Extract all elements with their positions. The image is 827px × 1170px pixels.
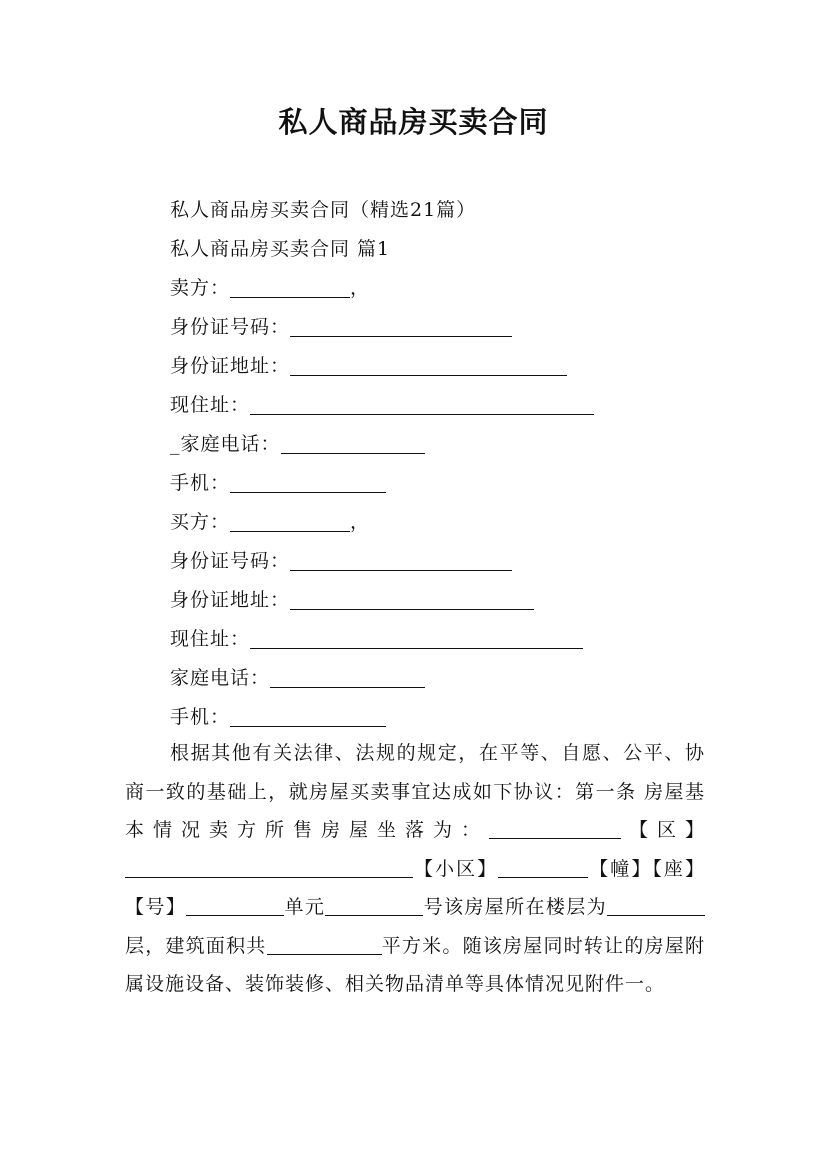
floor-suffix: 层，建筑面积共 bbox=[125, 934, 267, 957]
buyer-home-phone-row bbox=[170, 659, 425, 697]
buyer-id-address-label: 身份证地址： bbox=[170, 589, 291, 611]
buyer-id-row bbox=[170, 542, 512, 580]
seller-id-address-label: 身份证地址： bbox=[170, 355, 291, 377]
seller-name-suffix: ， bbox=[350, 277, 371, 299]
buyer-id-address-row bbox=[170, 581, 534, 619]
seller-id-blank[interactable] bbox=[290, 310, 512, 337]
seller-name-row bbox=[170, 269, 370, 307]
area-blank[interactable] bbox=[267, 930, 382, 955]
buyer-home-phone-blank[interactable] bbox=[270, 661, 425, 688]
area-suffix: 平方米。随该房屋同时转让的房屋附属设施设备、装饰装修、相关物品清单等具体情况见附件一。 bbox=[125, 934, 705, 995]
buyer-name-suffix: ， bbox=[350, 511, 371, 533]
seller-home-phone-row bbox=[170, 425, 425, 463]
community-label: 【小区】 bbox=[413, 857, 499, 880]
building-label: 【幢】 bbox=[588, 857, 653, 880]
number-label: 【号】 bbox=[125, 896, 187, 918]
seller-home-phone-label: _家庭电话： bbox=[170, 433, 281, 455]
seller-id-address-blank[interactable] bbox=[290, 349, 567, 376]
buyer-current-address-blank[interactable] bbox=[250, 622, 583, 649]
buyer-mobile-label: 手机： bbox=[170, 706, 231, 728]
seller-id-row bbox=[170, 308, 512, 346]
agreement-intro-text: 根据其他有关法律、法规的规定，在平等、自愿、公平、协商一致的基础上，就房屋买卖事宜达成如下协议：第一条 房屋基本情况卖方所售房屋坐落为： bbox=[125, 742, 705, 841]
buyer-id-label: 身份证号码： bbox=[170, 550, 291, 572]
seller-home-phone-blank[interactable] bbox=[281, 427, 425, 454]
seller-name-blank[interactable] bbox=[230, 271, 350, 298]
seller-id-label: 身份证号码： bbox=[170, 316, 291, 338]
seller-current-address-label: 现住址： bbox=[170, 394, 251, 416]
buyer-mobile-row bbox=[170, 698, 386, 736]
block-label: 【座】 bbox=[652, 857, 705, 880]
buyer-name-row bbox=[170, 503, 370, 541]
unit-blank[interactable] bbox=[325, 891, 423, 916]
location-blank[interactable] bbox=[489, 814, 621, 839]
district-blank[interactable] bbox=[125, 853, 413, 878]
floor-blank[interactable] bbox=[607, 891, 705, 916]
number-blank[interactable] bbox=[186, 891, 284, 916]
buyer-name-label: 买方： bbox=[170, 511, 231, 533]
floor-text: 号该房屋所在楼层为 bbox=[423, 896, 607, 918]
seller-mobile-row bbox=[170, 464, 386, 502]
seller-id-address-row bbox=[170, 347, 567, 385]
seller-current-address-row bbox=[170, 386, 594, 424]
buyer-current-address-row bbox=[170, 620, 583, 658]
seller-mobile-blank[interactable] bbox=[230, 466, 386, 493]
buyer-id-blank[interactable] bbox=[290, 544, 512, 571]
document-title: 私人商品房买卖合同 bbox=[278, 105, 549, 139]
buyer-name-blank[interactable] bbox=[230, 505, 350, 532]
buyer-home-phone-label: 家庭电话： bbox=[170, 667, 271, 689]
buyer-id-address-blank[interactable] bbox=[290, 583, 534, 610]
buyer-mobile-blank[interactable] bbox=[230, 700, 386, 727]
community-blank[interactable] bbox=[498, 853, 588, 878]
section-heading: 私人商品房买卖合同 篇1 bbox=[170, 238, 391, 260]
seller-current-address-blank[interactable] bbox=[250, 388, 594, 415]
unit-label: 单元 bbox=[284, 896, 326, 918]
buyer-current-address-label: 现住址： bbox=[170, 628, 251, 650]
district-label: 【区】 bbox=[620, 819, 705, 841]
seller-name-label: 卖方： bbox=[170, 277, 231, 299]
agreement-paragraph bbox=[125, 734, 705, 1004]
seller-mobile-label: 手机： bbox=[170, 472, 231, 494]
document-subtitle: 私人商品房买卖合同（精选21篇） bbox=[170, 199, 477, 221]
